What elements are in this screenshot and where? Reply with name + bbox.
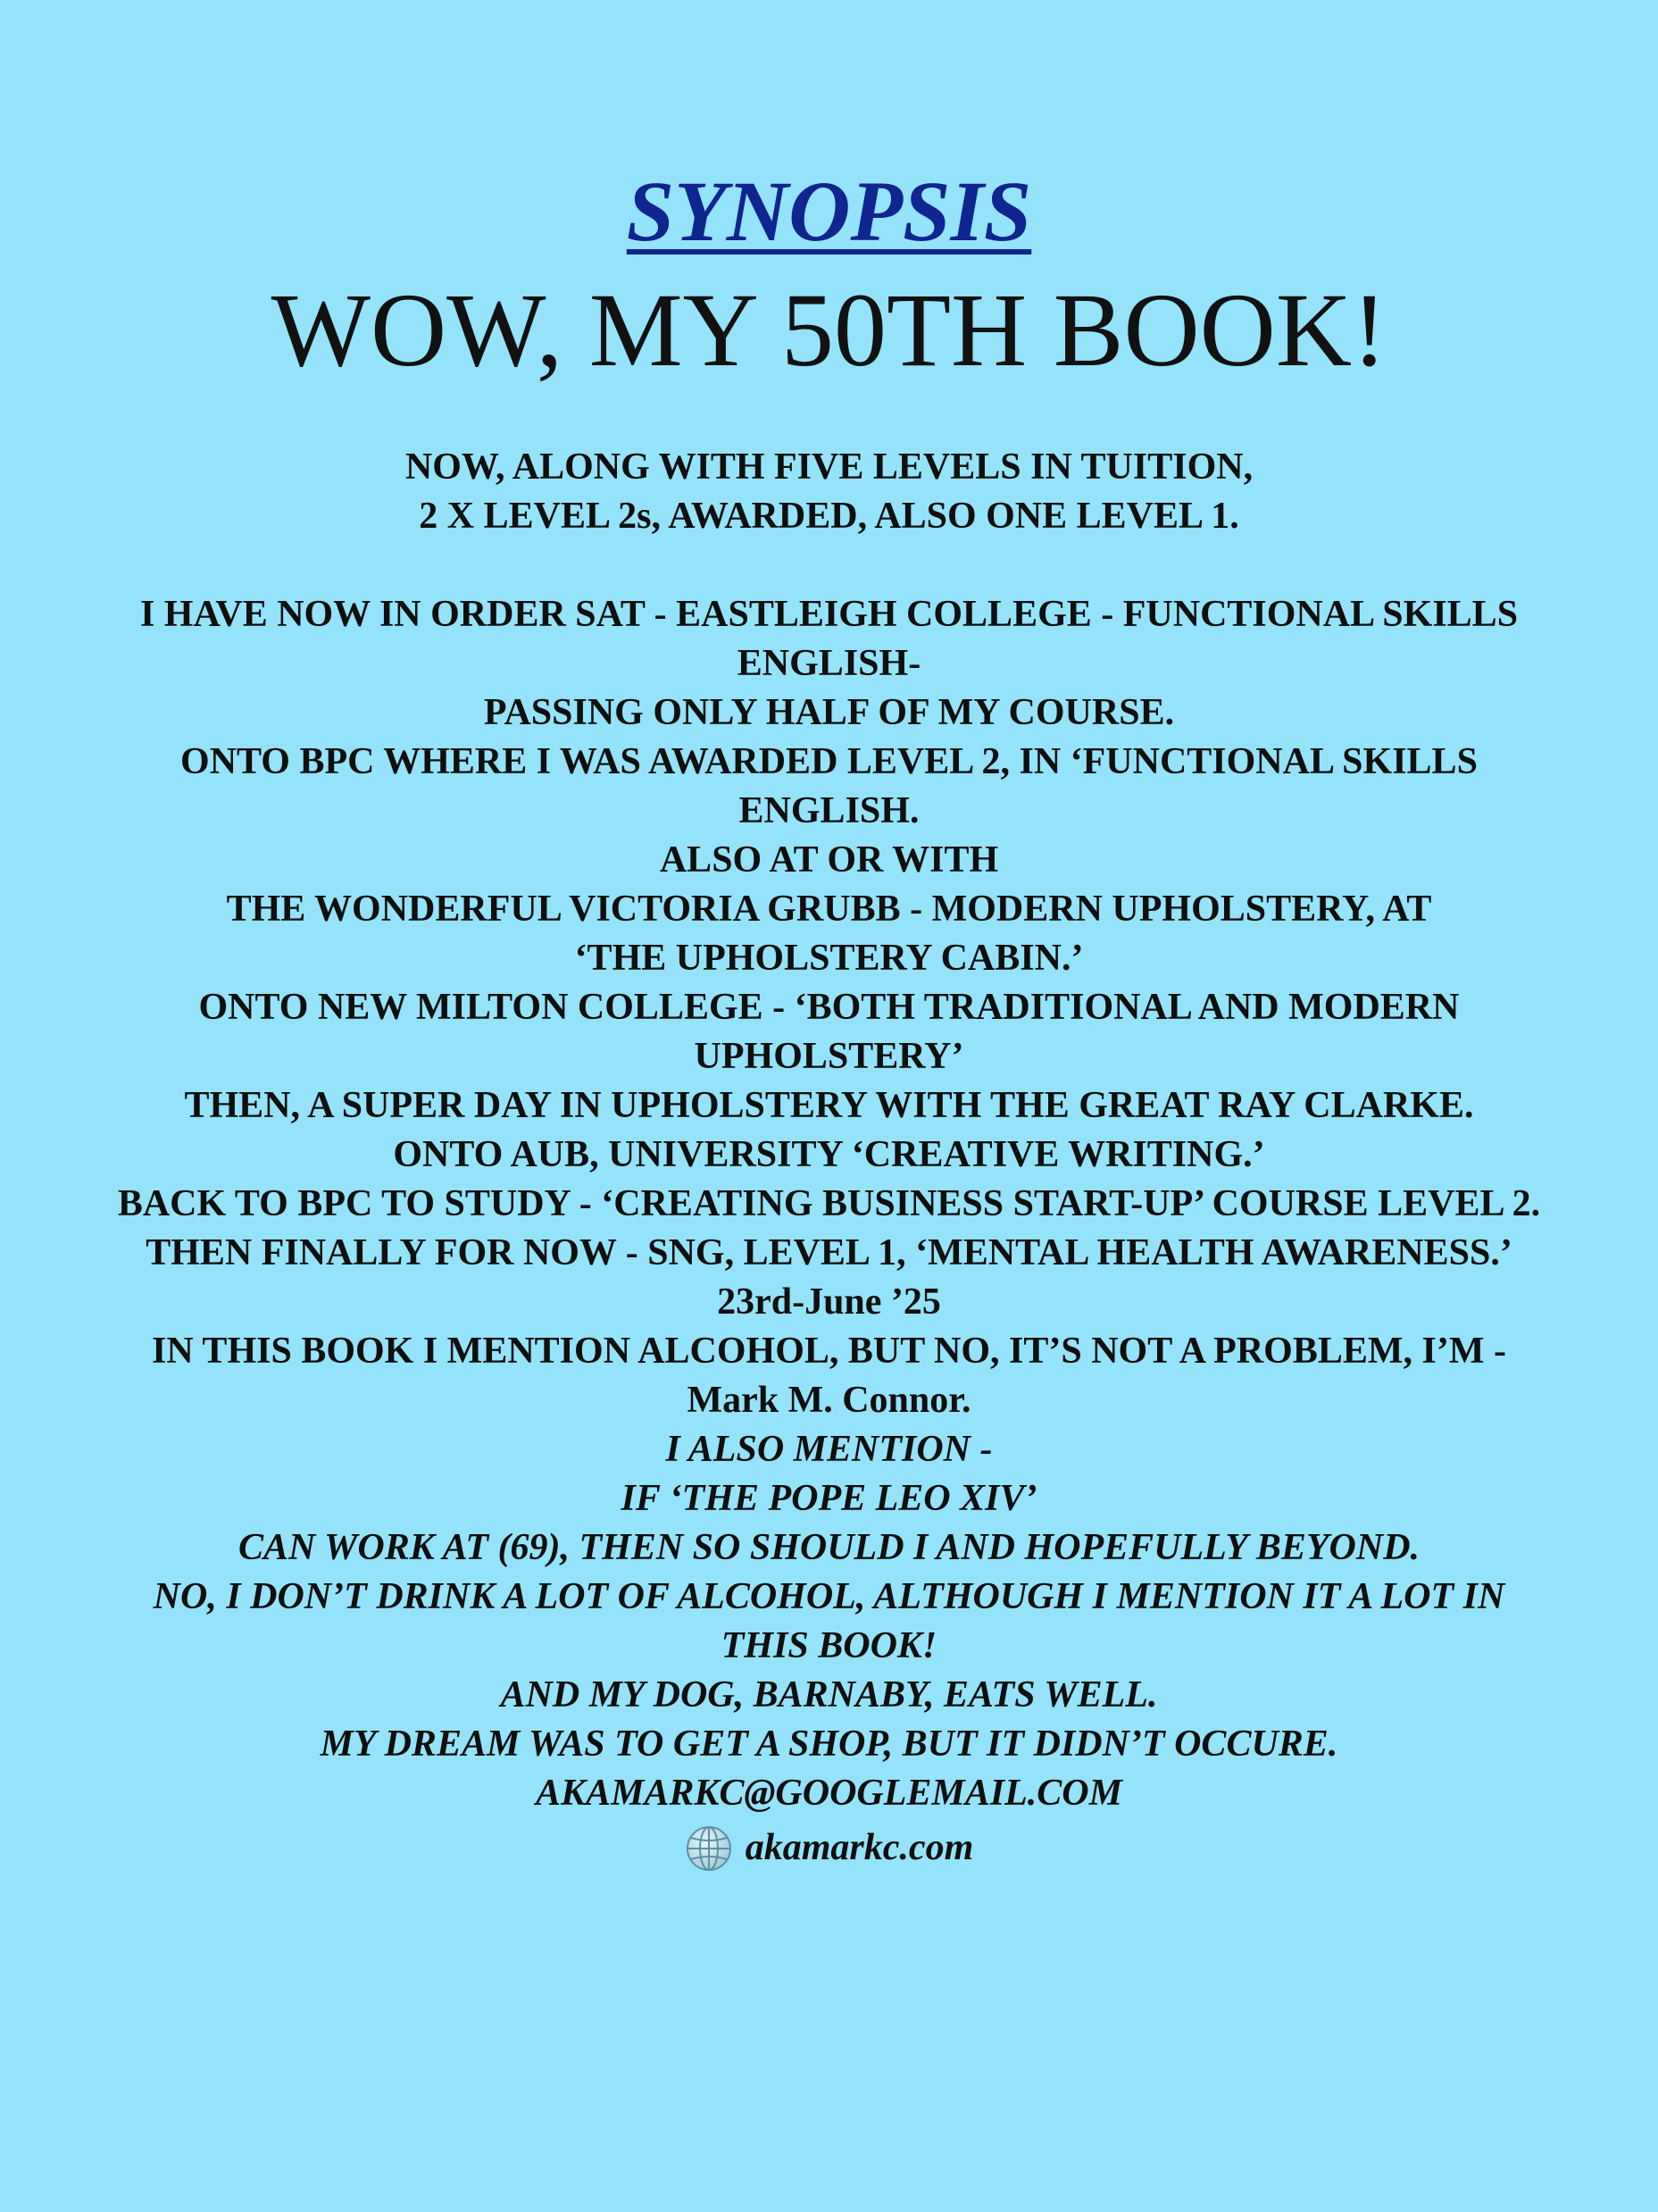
email-address: AKAMARKC@GOOGLEMAIL.COM bbox=[536, 1773, 1122, 1814]
author-name: Mark M. Connor. bbox=[687, 1380, 971, 1421]
body-line: THE WONDERFUL VICTORIA GRUBB - MODERN UPHOLSTERY, AT bbox=[226, 889, 1432, 930]
intro-line: 2 X LEVEL 2s, AWARDED, ALSO ONE LEVEL 1. bbox=[419, 496, 1239, 537]
body-line: ONTO BPC WHERE I WAS AWARDED LEVEL 2, IN ‘FUNCTIONAL SKILLS bbox=[180, 741, 1478, 782]
italic-line: MY DREAM WAS TO GET A SHOP, BUT IT DIDN’T OCCURE. bbox=[320, 1724, 1338, 1765]
body-line: THEN, A SUPER DAY IN UPHOLSTERY WITH THE GREAT RAY CLARKE. bbox=[184, 1085, 1474, 1126]
italic-line: AND MY DOG, BARNABY, EATS WELL. bbox=[500, 1674, 1158, 1715]
paragraph-gap bbox=[62, 541, 1596, 590]
body-line: ONTO AUB, UNIVERSITY ‘CREATIVE WRITING.’ bbox=[393, 1134, 1265, 1175]
body-line: UPHOLSTERY’ bbox=[694, 1036, 964, 1077]
body-line: BACK TO BPC TO STUDY - ‘CREATING BUSINESS START-UP’ COURSE LEVEL 2. bbox=[117, 1183, 1541, 1224]
body-line: I HAVE NOW IN ORDER SAT - EASTLEIGH COLLEGE - FUNCTIONAL SKILLS bbox=[139, 594, 1519, 635]
italic-line: CAN WORK AT (69), THEN SO SHOULD I AND HOPEFULLY BEYOND. bbox=[237, 1527, 1421, 1568]
body-line: IN THIS BOOK I MENTION ALCOHOL, BUT NO, IT’S NOT A PROBLEM, I’M - bbox=[152, 1331, 1506, 1372]
synopsis-body bbox=[62, 443, 1596, 1873]
italic-line: NO, I DON’T DRINK A LOT OF ALCOHOL, ALTHOUGH I MENTION IT A LOT IN bbox=[153, 1576, 1505, 1617]
body-line: ONTO NEW MILTON COLLEGE - ‘BOTH TRADITIONAL AND MODERN bbox=[198, 987, 1460, 1028]
italic-line: I ALSO MENTION - bbox=[665, 1429, 993, 1470]
body-line: ENGLISH- bbox=[737, 643, 921, 684]
globe-icon bbox=[685, 1824, 733, 1873]
body-line: PASSING ONLY HALF OF MY COURSE. bbox=[483, 692, 1175, 733]
book-title: WOW, MY 50TH BOOK! bbox=[271, 271, 1387, 388]
body-line: THEN FINALLY FOR NOW - SNG, LEVEL 1, ‘MENTAL HEALTH AWARENESS.’ bbox=[146, 1232, 1512, 1273]
synopsis-heading: SYNOPSIS bbox=[626, 163, 1032, 259]
date-line: 23rd-June ’25 bbox=[717, 1281, 941, 1323]
body-line: ALSO AT OR WITH bbox=[659, 839, 999, 881]
italic-line: IF ‘THE POPE LEO XIV’ bbox=[621, 1478, 1037, 1519]
website-row[interactable] bbox=[62, 1824, 1596, 1873]
italic-line: THIS BOOK! bbox=[721, 1625, 937, 1666]
intro-line: NOW, ALONG WITH FIVE LEVELS IN TUITION, bbox=[404, 447, 1254, 488]
body-line: ENGLISH. bbox=[738, 790, 920, 831]
body-line: ‘THE UPHOLSTERY CABIN.’ bbox=[574, 938, 1084, 979]
website-link[interactable]: akamarkc.com bbox=[745, 1827, 974, 1868]
